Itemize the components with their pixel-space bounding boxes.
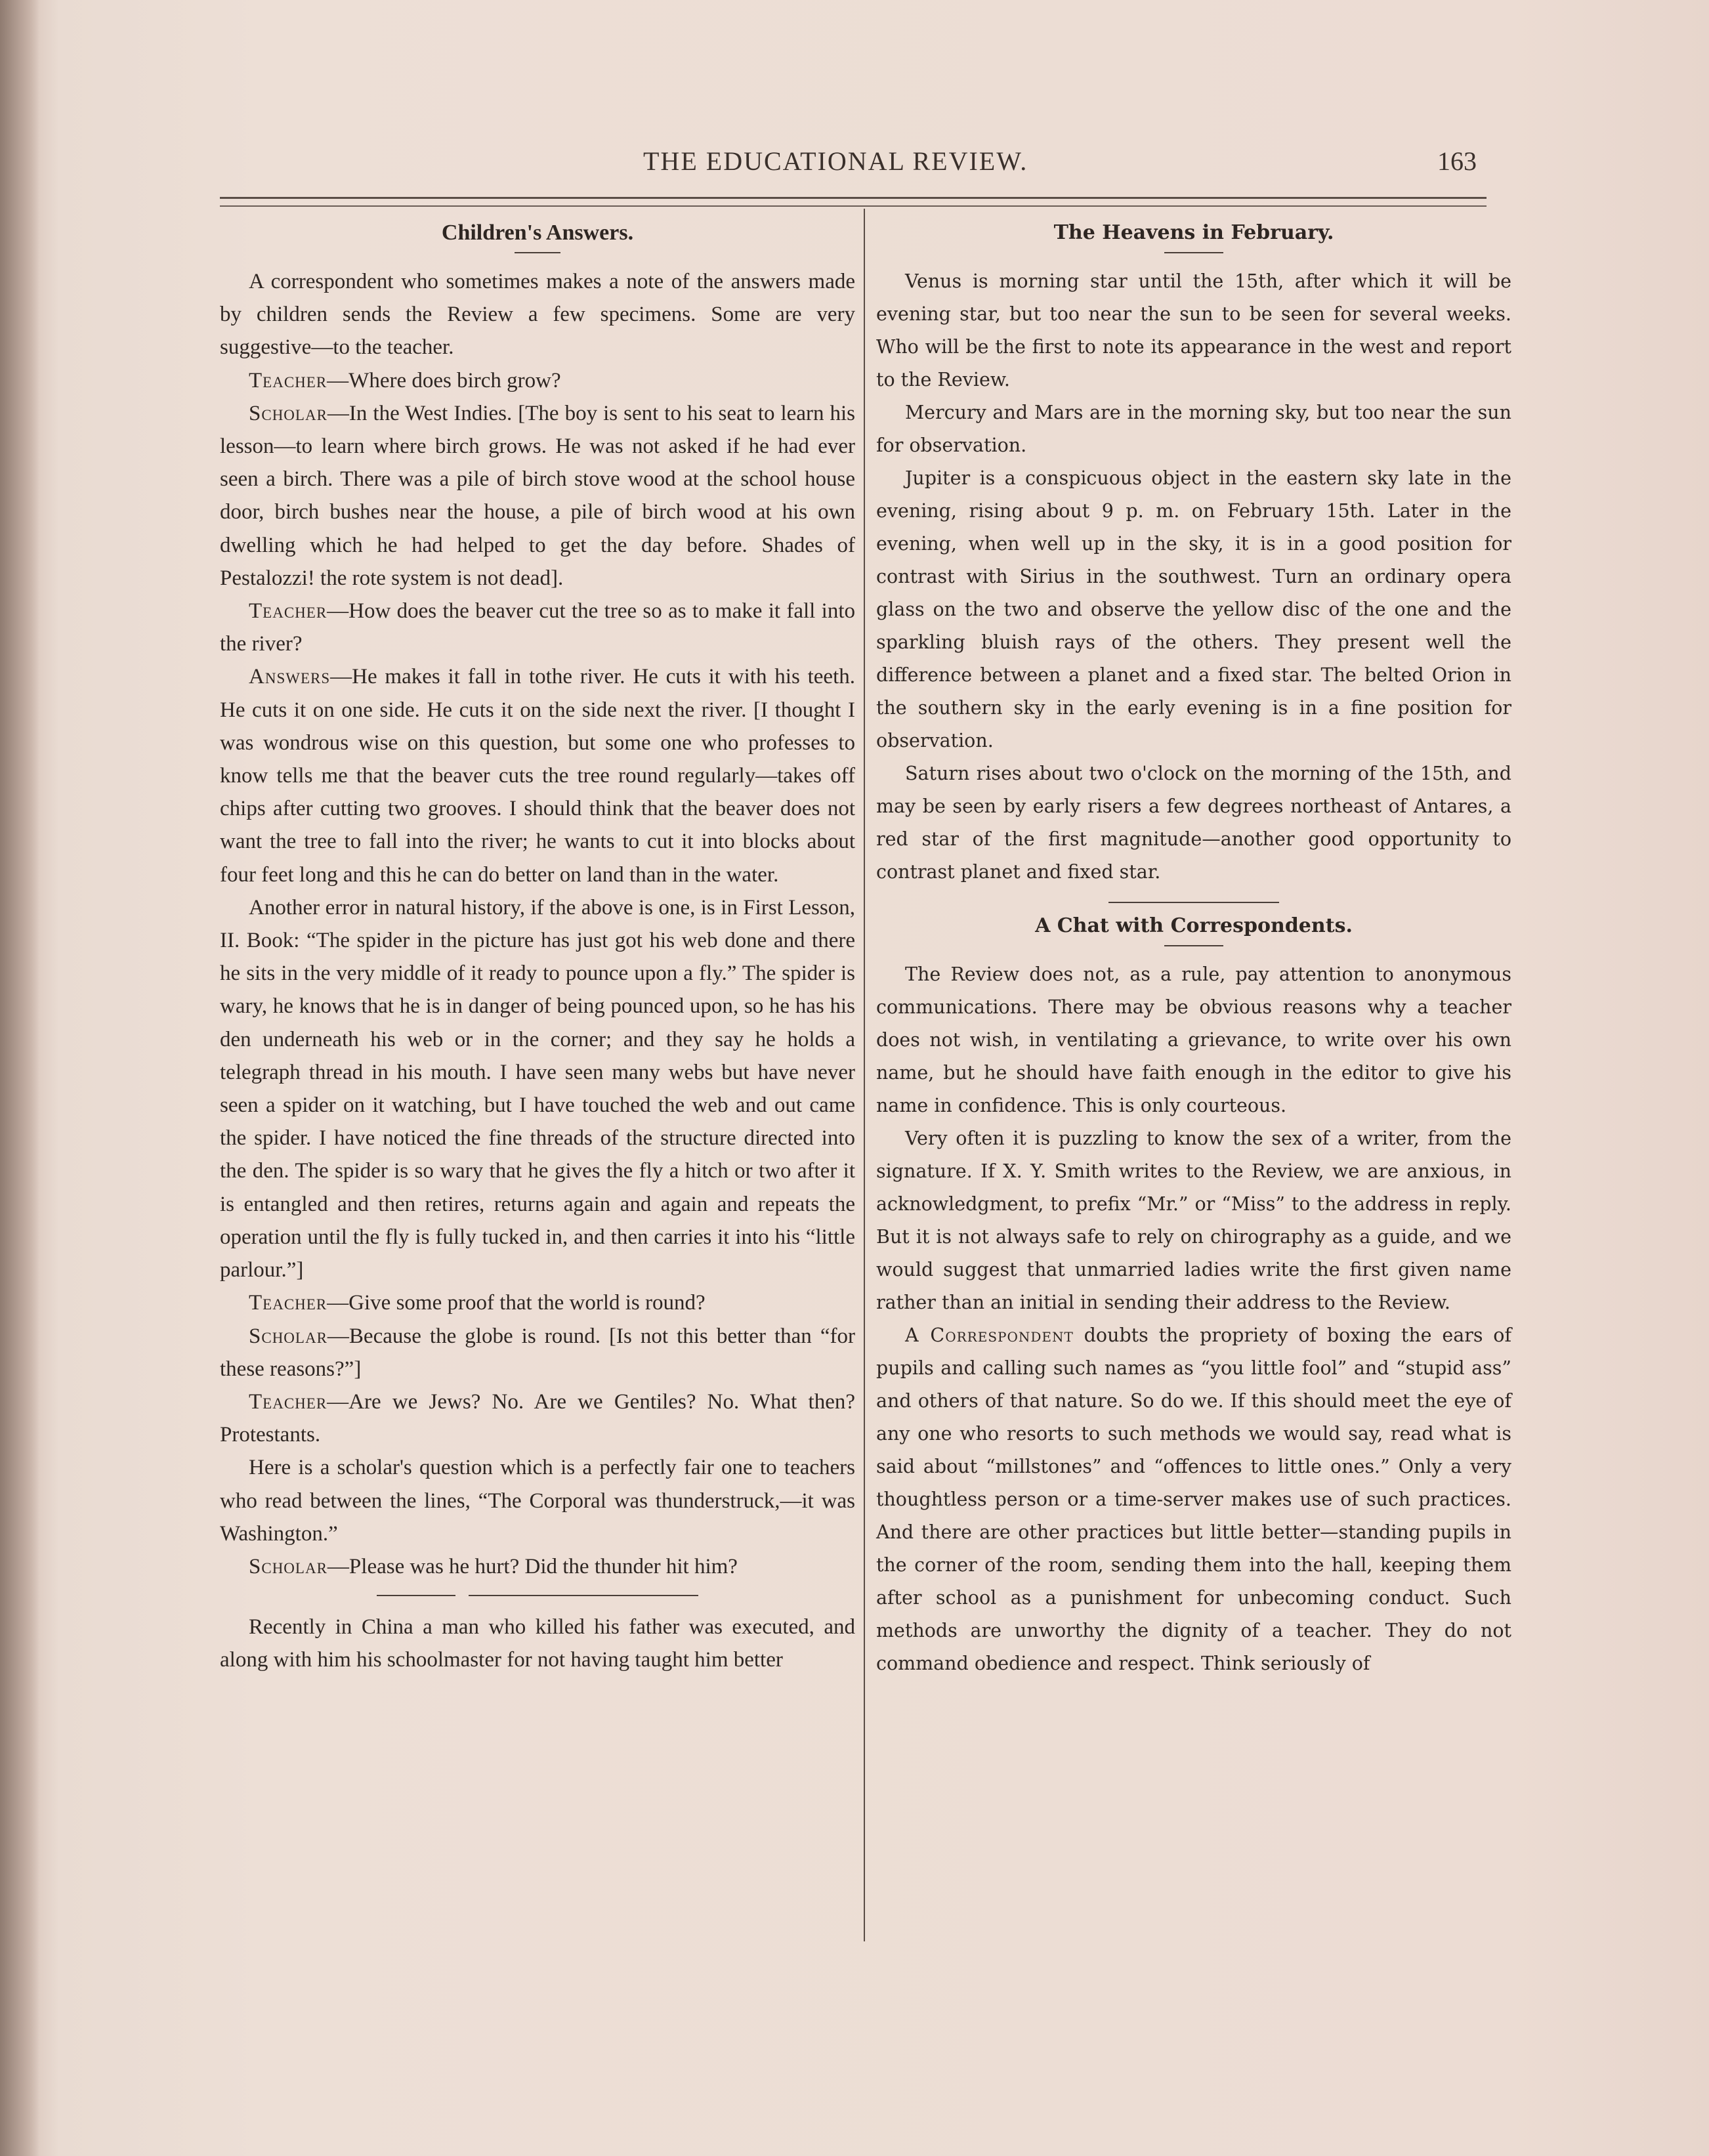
left-column <box>220 210 855 1677</box>
paragraph-intro: A correspondent who sometimes makes a note of the answers made by children sends the Review a few specimens. Some are very suggestive—to the teacher. <box>220 270 855 360</box>
dialogue-scholar-3 <box>220 1320 855 1385</box>
dialogue-text: —How does the beaver cut the tree so as to make it fall into the river? <box>220 599 855 656</box>
paragraph-jupiter: Jupiter is a conspicuous object in the eastern sky late in the evening, rising about 9 p. m. on February 15th. Later in the evening, when well up in the sky, it is in a good position for contrast with Sirius in the southwest. Turn an ordinary opera glass on the two and observe the yellow disc of the one and the sparkling bluish rays of the others. They present well the difference between a planet and a fixed star. The belted Orion in the southern sky in the early evening is in a fine position for observation. <box>876 467 1511 751</box>
dialogue-teacher-1 <box>220 364 855 397</box>
dialogue-teacher-3 <box>220 1286 855 1319</box>
lead-words: A Correspondent <box>905 1324 1074 1346</box>
dialogue-text: —Are we Jews? No. Are we Gentiles? No. What then? Protestants. <box>220 1389 855 1447</box>
paragraph-sex-of-writer: Very often it is puzzling to know the sex of a writer, from the signature. If X. Y. Smith writes to the Review, we are anxious, in acknowledgment, to prefix “Mr.” or “Miss” to the address in reply. But it is not always safe to rely on chirography as a guide, and we would suggest that unmarried ladies write the first given name rather than an initial in sending their address to the Review. <box>876 1128 1511 1313</box>
dialogue-text: —He makes it fall in tothe river. He cuts it with his teeth. He cuts it on one side. He cuts it on the side next the river. [I thought I was wondrous wise on this question, but some one who professes to know tells me that the beaver cuts the tree round regularly—takes off chips after cutting two grooves. I should think that the beaver does not want the tree to fall into the river; he wants to cut it into blocks about four feet long and this he can do better on land than in the water. <box>220 665 855 887</box>
heading-rule <box>515 252 560 253</box>
dialogue-text: —Give some proof that the world is round? <box>327 1291 706 1315</box>
right-column <box>876 210 1511 1680</box>
paragraph-saturn: Saturn rises about two o'clock on the morning of the 15th, and may be seen by early risers a few degrees northeast of Antares, a red star of the first magnitude—another good opportunity to contrast planet and fixed star. <box>876 763 1511 883</box>
section-separator <box>1108 902 1279 903</box>
dialogue-teacher-2 <box>220 595 855 660</box>
dialogue-scholar-4 <box>220 1550 855 1583</box>
article-heading-childrens-answers: Children's Answers. <box>441 221 634 245</box>
speaker-label: Teacher <box>249 368 327 392</box>
article-heading-chat: A Chat with Correspondents. <box>1035 914 1353 937</box>
paragraph-scholar-question: Here is a scholar's question which is a perfectly fair one to teachers who read between the lines, “The Corporal was thunderstruck,—it was Washington.” <box>220 1456 855 1546</box>
dialogue-teacher-4 <box>220 1385 855 1451</box>
page-number: 163 <box>1437 146 1477 176</box>
paragraph-china: Recently in China a man who killed his father was executed, and along with him his schoolmaster for not having taught him better <box>220 1615 855 1672</box>
dialogue-scholar-1 <box>220 397 855 595</box>
paragraph-anonymous: The Review does not, as a rule, pay attention to anonymous communications. There may be obvious reasons why a teacher does not wish, in ventilating a grievance, to write over his own name, but he should have faith enough in the editor to give his name in confidence. This is only courteous. <box>876 963 1511 1116</box>
heading-rule <box>1164 945 1223 946</box>
header-rule <box>220 197 1487 207</box>
article-heading-heavens: The Heavens in February. <box>1053 221 1334 244</box>
paragraph-natural-history: Another error in natural history, if the above is one, is in First Lesson, II. Book: “The spider in the picture has just got his web done and there he sits in the very middle of it ready to pounce upon a fly.” The spider is wary, he knows that he is in danger of being pounced upon, so he has his den underneath his web or in the corner; and they say he holds a telegraph thread in his mouth. I have seen many webs but have never seen a spider on it watching, but I have touched the web and out came the spider. I have noticed the fine threads of the structure directed into the den. The spider is so wary that he gives the fly a hitch or two after it is entangled and then retires, returns again and again and repeats the operation until the fly is fully tucked in, and then carries it into his “little parlour.”] <box>220 895 855 1282</box>
dialogue-text: —Because the globe is round. [Is not this better than “for these reasons?”] <box>220 1324 855 1381</box>
paragraph-text: doubts the propriety of boxing the ears of pupils and calling such names as “you little fool” and “stupid ass” and others of that nature. So do we. If this should meet the eye of any one who resorts to such methods we would say, read what is said about “millstones” and “offences to little ones.” Only a very thoughtless person or a time-server makes use of such practices. And there are other practices but little better—standing pupils in the corner of the room, sending them into the hall, keeping them after school as a punishment for unbecoming conduct. Such methods are unworthy the dignity of a teacher. They do not command obedience and respect. Think seriously of <box>876 1324 1511 1674</box>
journal-title: THE EDUCATIONAL REVIEW. <box>643 146 1028 176</box>
dialogue-text: —Please was he hurt? Did the thunder hit him? <box>327 1554 738 1578</box>
speaker-label: Teacher <box>249 1291 327 1315</box>
speaker-label: Answers <box>249 665 331 689</box>
running-head <box>217 146 1490 185</box>
paragraph-mercury-mars: Mercury and Mars are in the morning sky, but too near the sun for observation. <box>876 402 1511 456</box>
heading-rule <box>1164 252 1223 253</box>
speaker-label: Teacher <box>249 599 327 624</box>
speaker-label: Scholar <box>249 1554 327 1578</box>
speaker-label: Scholar <box>249 1324 327 1348</box>
paragraph-correspondent <box>876 1319 1511 1680</box>
speaker-label: Scholar <box>249 401 327 425</box>
dialogue-text: —In the West Indies. [The boy is sent to his seat to learn his lesson—to learn where birch grows. He was not asked if he had ever seen a birch. There was a pile of birch stove wood at the school house door, birch bushes near the house, a pile of birch wood at his own dwelling which he had helped to get the day before. Shades of Pestalozzi! the rote system is not dead]. <box>220 401 855 590</box>
section-separator <box>220 1595 855 1596</box>
dialogue-text: —Where does birch grow? <box>327 368 561 392</box>
column-divider <box>864 209 865 1941</box>
book-spine-shadow <box>0 0 39 2156</box>
paragraph-venus: Venus is morning star until the 15th, after which it will be evening star, but too near the sun to be seen for several weeks. Who will be the first to note its appearance in the west and report to the Review. <box>876 270 1511 391</box>
dialogue-answers-2 <box>220 660 855 891</box>
speaker-label: Teacher <box>249 1389 327 1414</box>
